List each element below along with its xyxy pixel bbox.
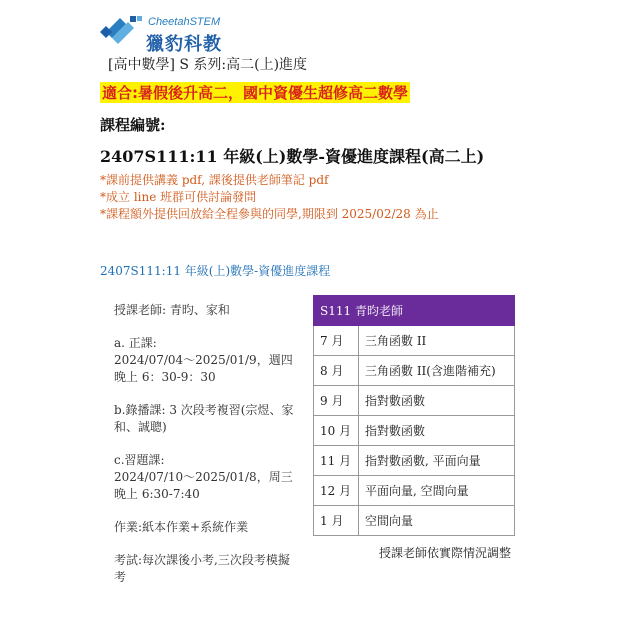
course-details	[114, 302, 300, 602]
topic-cell: 指對數函數, 平面向量	[359, 446, 515, 476]
table-row	[314, 386, 515, 416]
table-row	[314, 356, 515, 386]
month-cell: 11 月	[314, 446, 359, 476]
schedule-note: 授課老師依實際情況調整	[379, 546, 512, 560]
table-row	[314, 446, 515, 476]
topic-cell: 三角函數 II	[359, 326, 515, 356]
exam: 考試:每次課後小考,三次段考模擬考	[114, 553, 290, 584]
note-item: *課前提供講義 pdf, 課後提供老師筆記 pdf	[100, 173, 329, 187]
recorded-class: b.錄播課: 3 次段考複習(宗煜、家和、誠聰)	[114, 403, 294, 434]
practice-class-label: c.習題課:	[114, 453, 165, 467]
schedule-header: S111 青昀老師	[314, 296, 515, 326]
topic-cell: 平面向量, 空間向量	[359, 476, 515, 506]
brand-logo	[96, 10, 266, 56]
cheetah-logo-icon	[96, 14, 144, 50]
topic-cell: 三角函數 II(含進階補充)	[359, 356, 515, 386]
brand-name-zh: 獵豹科教	[146, 34, 222, 55]
practice-class	[114, 452, 300, 503]
course-notes	[100, 172, 439, 223]
topic-cell: 指對數函數	[359, 416, 515, 446]
course-code-label: 課程編號:	[100, 116, 166, 134]
suitable-audience: 適合:暑假後升高二，國中資優生超修高二數學	[102, 84, 409, 102]
table-row	[314, 476, 515, 506]
regular-class	[114, 335, 300, 386]
month-cell: 10 月	[314, 416, 359, 446]
course-title: 2407S111:11 年級(上)數學-資優進度課程(高二上)	[100, 147, 485, 166]
homework: 作業:紙本作業+系統作業	[114, 520, 249, 534]
practice-class-time: 2024/07/10～2025/01/8，周三晚上 6:30-7:40	[114, 470, 293, 501]
month-cell: 1 月	[314, 506, 359, 536]
teachers: 授課老師: 青昀、家和	[114, 303, 230, 317]
regular-class-time: 2024/07/04～2025/01/9，週四晚上 6：30-9：30	[114, 353, 293, 384]
table-row	[314, 506, 515, 536]
topic-cell: 指對數函數	[359, 386, 515, 416]
month-cell: 8 月	[314, 356, 359, 386]
month-cell: 7 月	[314, 326, 359, 356]
topic-cell: 空間向量	[359, 506, 515, 536]
month-cell: 12 月	[314, 476, 359, 506]
month-cell: 9 月	[314, 386, 359, 416]
table-row	[314, 326, 515, 356]
note-item: *成立 line 班群可供討論發問	[100, 190, 257, 204]
regular-class-label: a. 正課:	[114, 336, 157, 350]
table-row	[314, 416, 515, 446]
brand-name-en: CheetahSTEM	[148, 16, 221, 28]
note-item: *課程額外提供回放給全程參與的同學,期限到 2025/02/28 為止	[100, 207, 439, 221]
schedule-table	[313, 295, 515, 536]
series-label: [高中數學] S 系列:高二(上)進度	[108, 57, 308, 73]
section-title: 2407S111:11 年級(上)數學-資優進度課程	[100, 264, 331, 278]
